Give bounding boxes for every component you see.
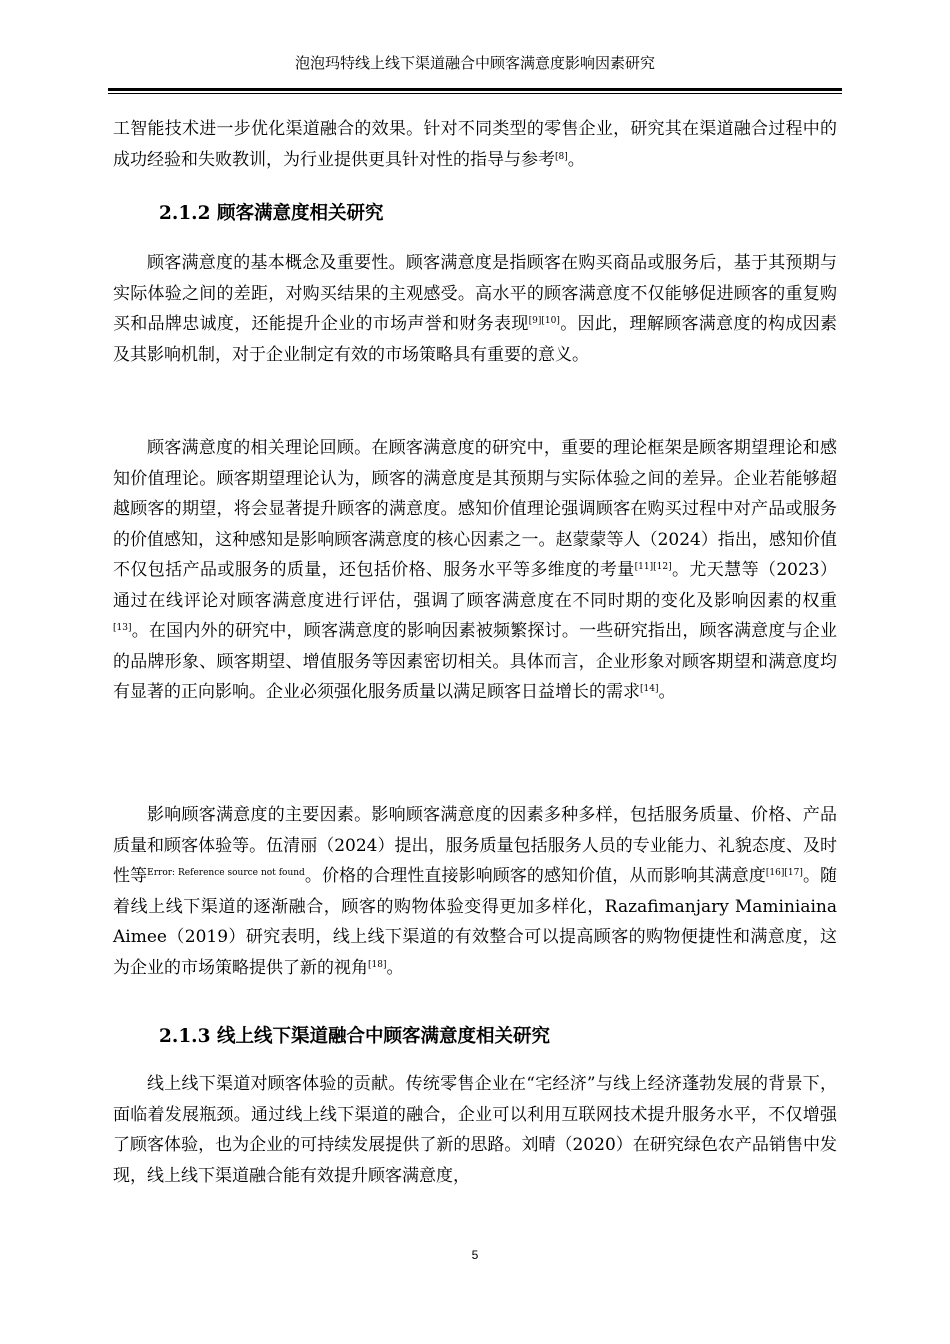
page-number: 5 [471, 1248, 479, 1262]
paragraph-satisfaction-theory: 顾客满意度的相关理论回顾。在顾客满意度的研究中，重要的理论框架是顾客期望理论和感知价值理论。顾客期望理论认为，顾客的满意度是其预期与实际体验之间的差异。企业若能够超越顾客的期望，将会显著提升顾客的满意度。感知价值理论强调顾客在购买过程中对产品或服务的价值感知，这种感知是影响顾客满意度的核心因素之一。赵蒙蒙等人（2024）指出，感知价值不仅包括产品或服务的质量，还包括价格、服务水平等多维度的考量[11][12]。尤天慧等（2023）通过在线评论对顾客满意度进行评估，强调了顾客满意度在不同时期的变化及影响因素的权重[13]。在国内外的研究中，顾客满意度的影响因素被频繁探讨。一些研究指出，顾客满意度与企业的品牌形象、顾客期望、增值服务等因素密切相关。具体而言，企业形象对顾客期望和满意度均有显著的正向影响。企业必须强化服务质量以满足顾客日益增长的需求[14]。 [113, 438, 838, 702]
citation-8[interactable]: [8] [555, 151, 568, 162]
section-heading-2-1-3: 2.1.3 线上线下渠道融合中顾客满意度相关研究 [159, 1026, 550, 1047]
citation-18[interactable]: [18] [368, 959, 387, 970]
reference-error-note: Error: Reference source not found [147, 868, 305, 878]
running-header: 泡泡玛特线上线下渠道融合中顾客满意度影响因素研究 [294, 54, 655, 72]
citation-9-10[interactable]: [9][10] [528, 316, 560, 326]
citation-14[interactable]: [14] [640, 684, 659, 694]
section-heading-2-1-2: 2.1.2 顾客满意度相关研究 [159, 203, 384, 224]
header-rule-thick [108, 88, 842, 91]
citation-16-17[interactable]: [16][17] [765, 868, 803, 878]
citation-11-12[interactable]: [11][12] [634, 562, 672, 572]
header-rule-thin [108, 93, 842, 94]
citation-13[interactable]: [13] [113, 623, 132, 633]
paragraph-satisfaction-factors: 影响顾客满意度的主要因素。影响顾客满意度的因素多种多样，包括服务质量、价格、产品质量和顾客体验等。伍清丽（2024）提出，服务质量包括服务人员的专业能力、礼貌态度、及时性等$^{Error: Reference source not found}$。价格的合理性直接影响顾客的感知价值，从而影响其满意度[16][17]。随着线上线下渠道的逐渐融合，顾客的购物体验变得更加多样化，Razafimanjary Maminiaina Aimee（2019）研究表明，线上线下渠道的有效整合可以提高顾客的购物便捷性和满意度，这为企业的市场策略提供了新的视角[18]。 [113, 805, 838, 978]
paragraph-continued: 工智能技术进一步优化渠道融合的效果。针对不同类型的零售企业，研究其在渠道融合过程中的成功经验和失败教训，为行业提供更具针对性的指导与参考[8]。 [113, 119, 837, 170]
paragraph-satisfaction-concept: 顾客满意度的基本概念及重要性。顾客满意度是指顾客在购买商品或服务后，基于其预期与实际体验之间的差距，对购买结果的主观感受。高水平的顾客满意度不仅能够促进顾客的重复购买和品牌忠诚度，还能提升企业的市场声誉和财务表现[9][10]。因此，理解顾客满意度的构成因素及其影响机制，对于企业制定有效的市场策略具有重要的意义。 [113, 253, 838, 365]
paragraph-channel-contribution: 线上线下渠道对顾客体验的贡献。传统零售企业在“宅经济”与线上经济蓬勃发展的背景下，面临着发展瓶颈。通过线上线下渠道的融合，企业可以利用互联网技术提升服务水平，不仅增强了顾客体验，也为企业的可持续发展提供了新的思路。刘晴（2020）在研究绿色农产品销售中发现，线上线下渠道融合能有效提升顾客满意度， [113, 1074, 837, 1186]
